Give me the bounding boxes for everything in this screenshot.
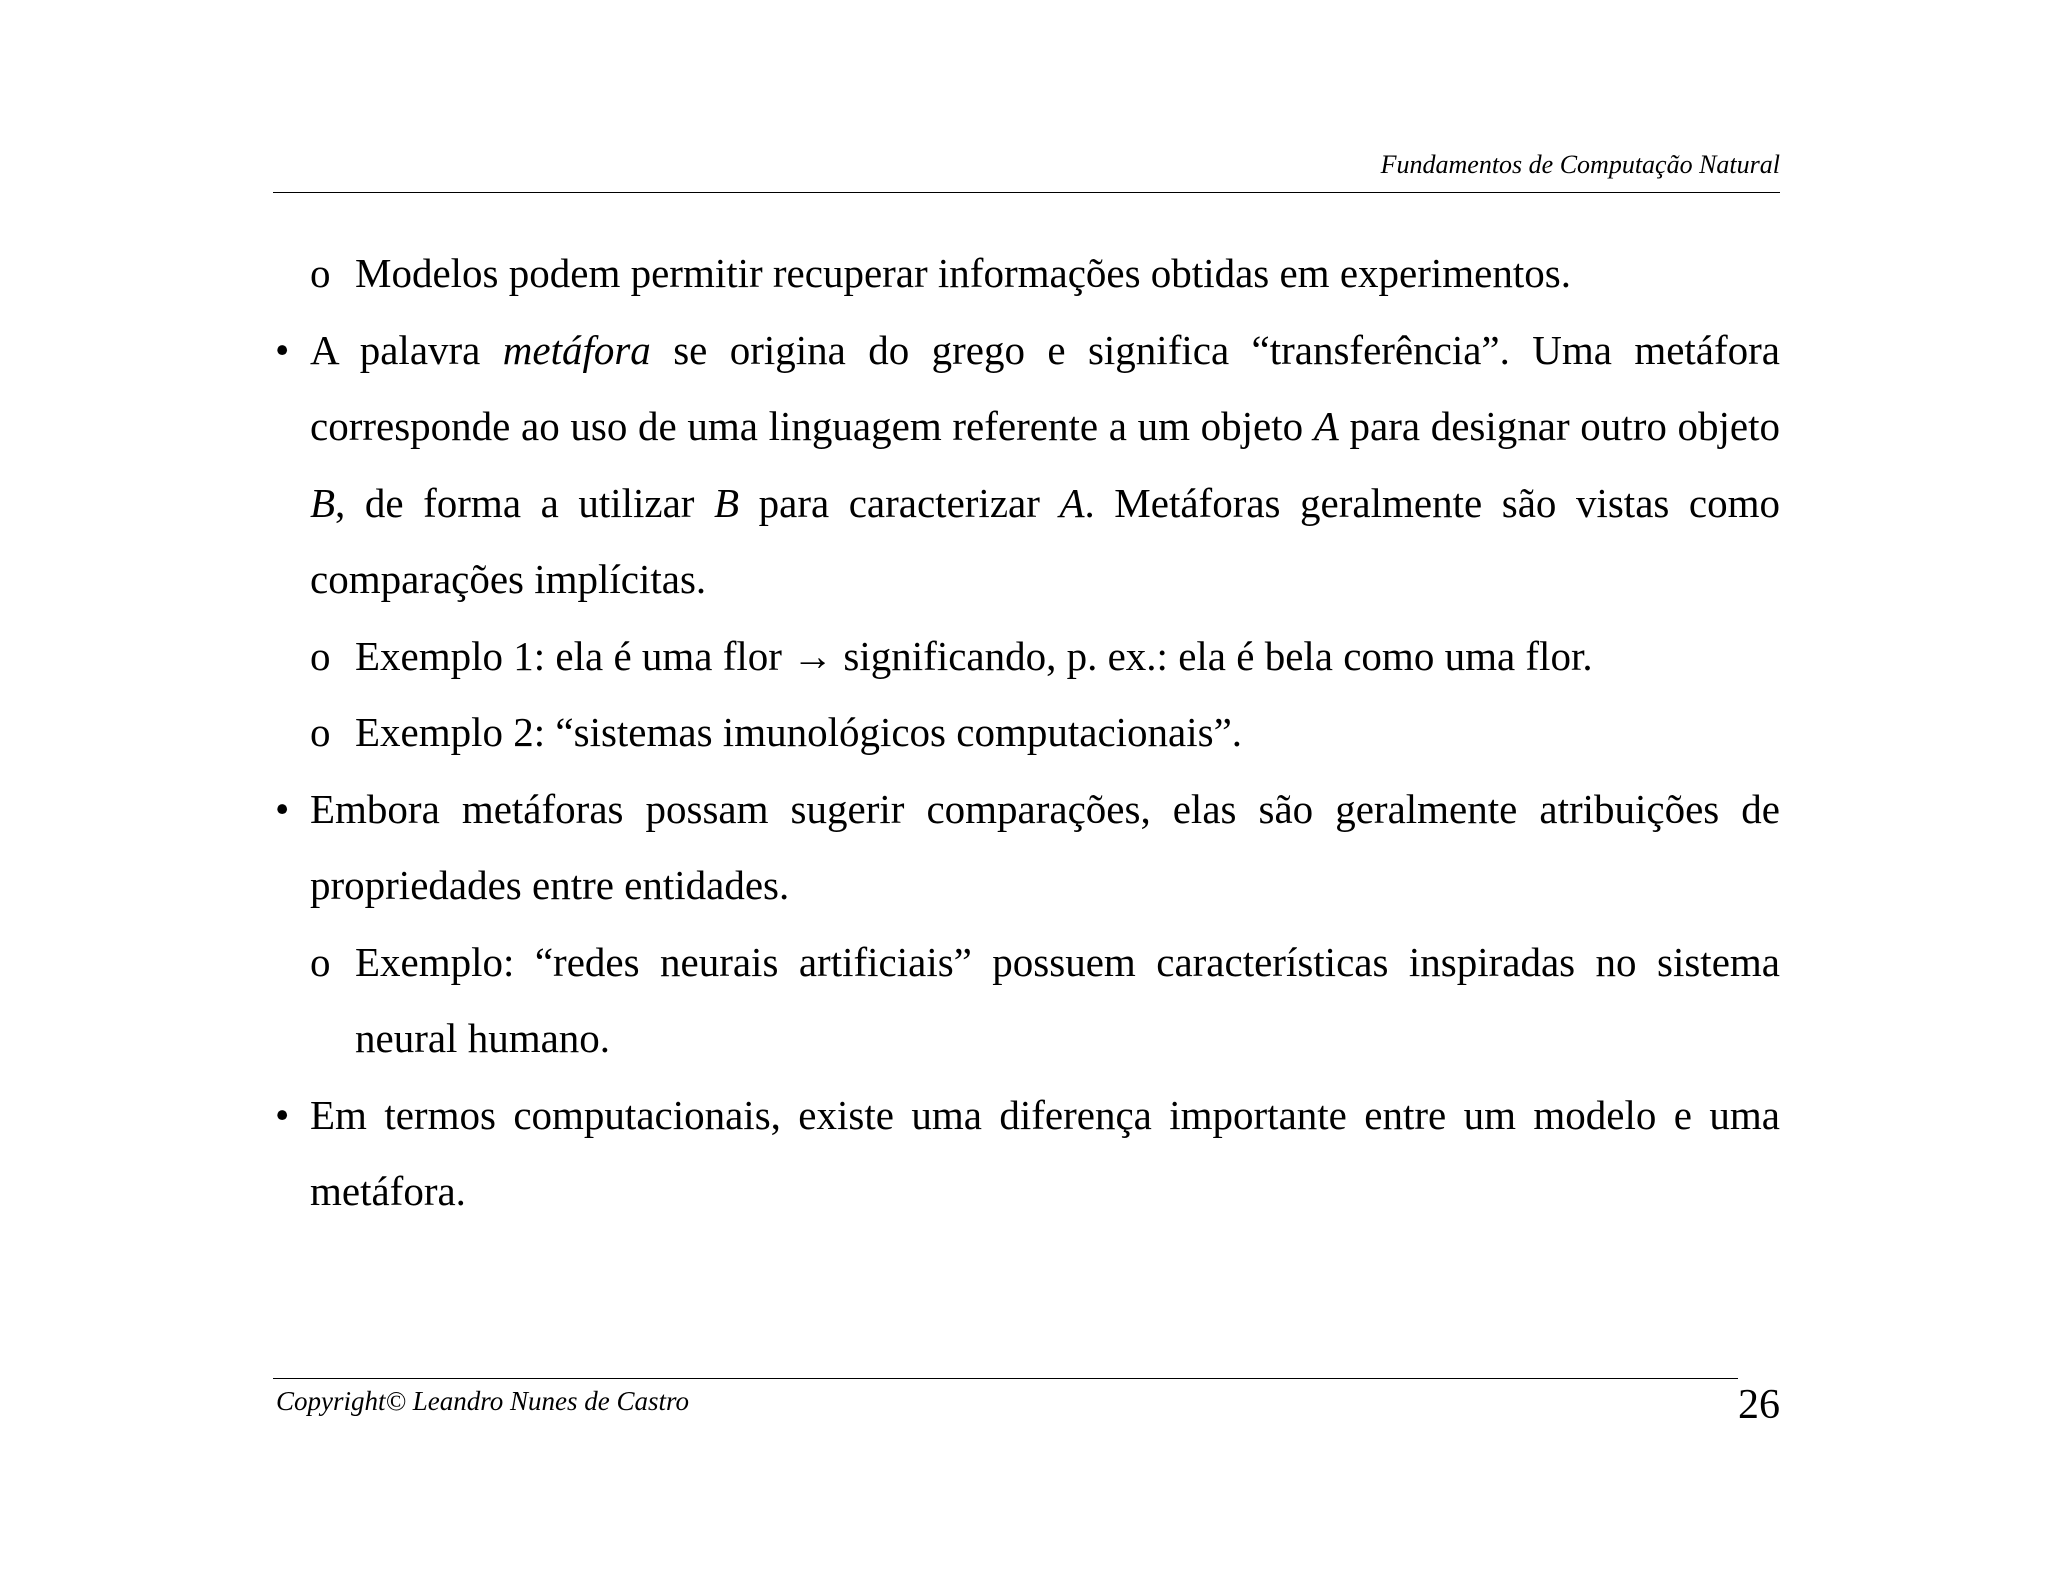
sub-bullet-item [310, 235, 1780, 312]
variable-a: A [1313, 403, 1339, 449]
page-number: 26 [1738, 1382, 1780, 1428]
circle-bullet-icon: o [310, 938, 331, 985]
variable-b: B [310, 479, 336, 526]
header-rule [273, 192, 1780, 193]
bullet-text-metaphor-definition [310, 312, 1780, 618]
bullet-item [273, 771, 1780, 924]
running-header-title: Fundamentos de Computação Natural [1380, 150, 1780, 179]
bullet-item [273, 1077, 1780, 1230]
circle-bullet-icon: o [310, 632, 331, 679]
variable-a: A [1059, 479, 1085, 526]
footer-rule [273, 1378, 1738, 1379]
text-run: para designar outro objeto [1338, 403, 1780, 449]
bullet-dot-icon: • [275, 785, 290, 832]
bullet-text: Em termos computacionais, existe uma diferença importante entre um modelo e uma metáfora. [310, 1091, 1780, 1214]
text-run: A palavra [310, 326, 503, 373]
variable-b: B [714, 479, 740, 526]
emphasis-word: metáfora [502, 326, 651, 373]
bullet-item [273, 312, 1780, 618]
page-body [273, 235, 1780, 1230]
text-run: para caracterizar [739, 479, 1060, 526]
sub-bullet-item [310, 618, 1780, 695]
circle-bullet-icon: o [310, 250, 331, 296]
sub-bullet-text: Exemplo 1: ela é uma flor → significando, p. ex.: ela é bela como uma flor. [355, 632, 1593, 679]
text-run: , de forma a utilizar [335, 479, 715, 526]
bullet-dot-icon: • [275, 326, 290, 373]
circle-bullet-icon: o [310, 709, 331, 755]
bullet-dot-icon: • [275, 1091, 290, 1138]
sub-bullet-text: Exemplo: “redes neurais artificiais” possuem características inspiradas no sistema neural humano. [355, 938, 1780, 1061]
bullet-text: Embora metáforas possam sugerir comparações, elas são geralmente atribuições de propriedades entre entidades. [310, 785, 1780, 908]
text-run: se origina do grego e significa “transferência”. Uma metáfora corresponde ao uso de uma linguagem referente a um objeto [310, 326, 1781, 449]
sub-bullet-item [310, 924, 1780, 1077]
sub-bullet-text: Modelos podem permitir recuperar informações obtidas em experimentos. [355, 250, 1571, 296]
text-run: . Metáforas geralmente são vistas como comparações implícitas. [310, 479, 1780, 602]
sub-bullet-text: Exemplo 2: “sistemas imunológicos computacionais”. [355, 709, 1243, 755]
sub-bullet-item [310, 694, 1780, 771]
footer-copyright: Copyright© Leandro Nunes de Castro [276, 1386, 690, 1416]
